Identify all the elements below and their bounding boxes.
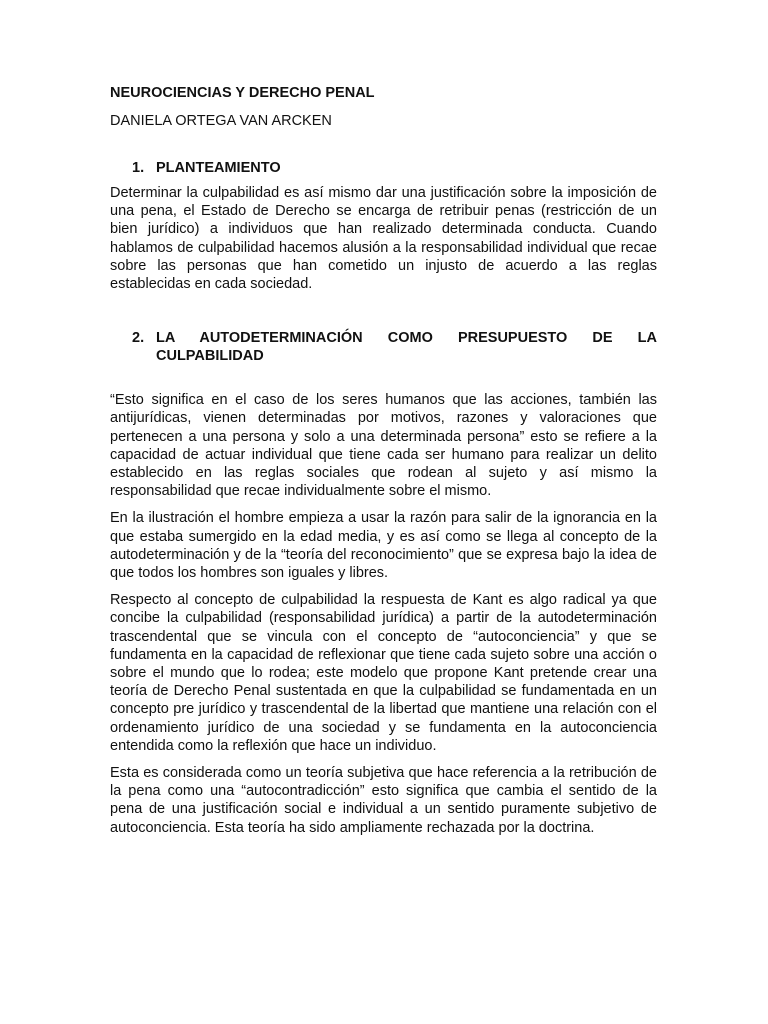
paragraph-2: “Esto significa en el caso de los seres humanos que las acciones, también las antijurídicas, vienen determinadas por motivos, razones y valoraciones que pertenecen a una persona y solo a una determinada persona” esto se refiere a la capacidad de actuar individual que tiene cada ser humano para realizar un delito establecido en las reglas sociales que rodean al sujeto y así mismo la responsabilidad que recae individualmente sobre el mismo. <box>110 392 657 500</box>
section-title-1: PLANTEAMIENTO <box>156 160 281 176</box>
document-author: DANIELA ORTEGA VAN ARCKEN <box>110 113 332 129</box>
paragraph-5: Esta es considerada como un teoría subjetiva que hace referencia a la retribución de la pena como una “autocontradicción” esto significa que cambia el sentido de la pena de una justificación social e individual a un sentido puramente subjetivo de autoconciencia. Esta teoría ha sido ampliamente rechazada por la doctrina. <box>110 765 657 836</box>
section-title-2: LA AUTODETERMINACIÓN COMO PRESUPUESTO DE LA CULPABILIDAD <box>156 330 657 365</box>
document-title: NEUROCIENCIAS Y DERECHO PENAL <box>110 85 375 101</box>
section-heading-1 <box>110 159 657 177</box>
document-page <box>110 84 657 846</box>
section-number-1: 1. <box>132 160 145 176</box>
paragraph-1: Determinar la culpabilidad es así mismo dar una justificación sobre la imposición de una pena, el Estado de Derecho se encarga de retribuir penas (restricción de un bien jurídico) a individuos que han realizado determinada conducta. Cuando hablamos de culpabilidad hacemos alusión a la responsabilidad individual que recae sobre las personas que han cometido un injusto de acuerdo a las reglas establecidas en cada sociedad. <box>110 185 657 293</box>
paragraph-3: En la ilustración el hombre empieza a usar la razón para salir de la ignorancia en la que estaba sumergido en la edad media, y es así como se llega al concepto de la autodeterminación y de la “teoría del reconocimiento” que se expresa bajo la idea de que todos los hombres son iguales y libres. <box>110 510 657 582</box>
section-number-2: 2. <box>132 330 145 347</box>
paragraph-4: Respecto al concepto de culpabilidad la respuesta de Kant es algo radical ya que concibe la culpabilidad (responsabilidad jurídica) a partir de la autodeterminación trascendental que se vincula con el concepto de “autoconciencia” y que se fundamenta en la capacidad de reflexionar que tiene cada sujeto sobre una acción o sobre el mundo que lo rodea; este modelo que propone Kant pretende crear una teoría de Derecho Penal sustentada en que la culpabilidad se fundamentada en un concepto pre jurídico y trascendental de la libertad que mantiene una relación con el ordenamiento jurídico de una sociedad y se fundamenta en la autoconciencia entendida como la reflexión que hace un individuo. <box>110 592 657 754</box>
section-heading-2 <box>110 329 657 365</box>
